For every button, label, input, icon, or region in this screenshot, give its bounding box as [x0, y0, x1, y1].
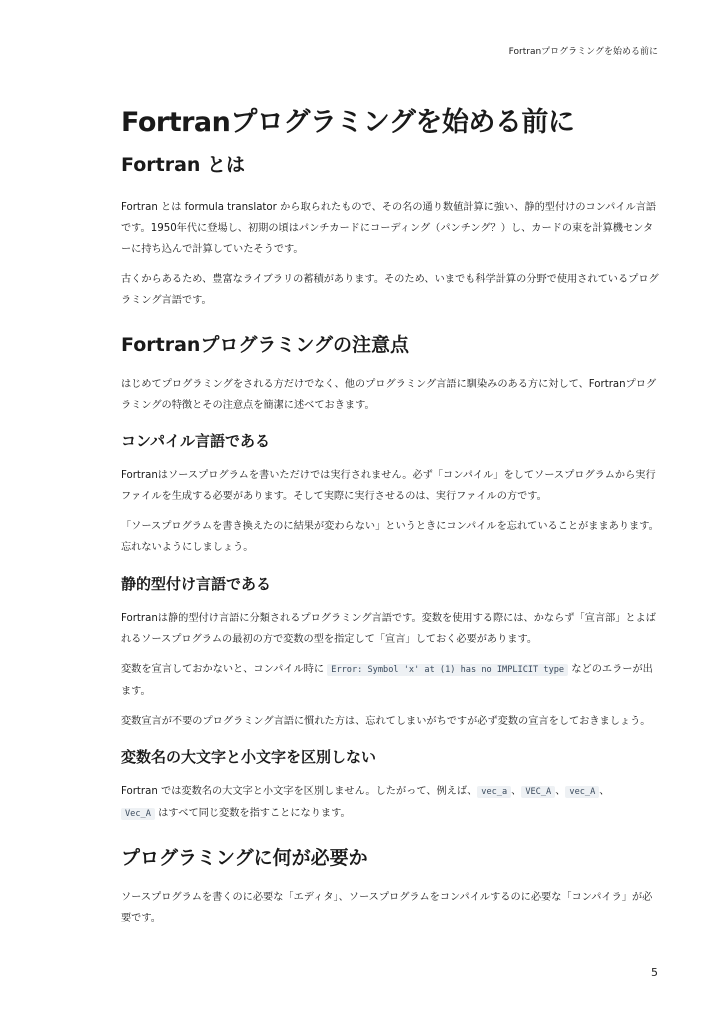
paragraph: 変数宣言が不要のプログラミング言語に慣れた方は、忘れてしまいがちですが必ず変数の宣言をしておきましょう。	[121, 716, 651, 727]
inline-code: VEC_A	[521, 786, 555, 798]
text-span: 、	[511, 786, 522, 797]
section-heading-about: Fortran とは	[121, 154, 246, 176]
text-span: などのエラーが出ます。	[121, 664, 653, 697]
paragraph: はじめてプログラミングをされる方だけでなく、他のプログラミング言語に馴染みのある方に対して、Fortranプログラミングの特徴とその注意点を簡潔に述べておきます。	[121, 379, 657, 411]
paragraph: Fortran とは formula translator から取られたもので、その名の通り数値計算に強い、静的型付けのコンパイル言語です。1950年代に登場し、初期の頃はパンチカードにコーディング（パンチング？）し、カードの束を計算機センターに持ち込んで計算していたそうです。	[121, 202, 657, 255]
inline-code: Error: Symbol 'x' at (1) has no IMPLICIT type	[327, 664, 568, 676]
page-title: Fortranプログラミングを始める前に	[121, 107, 575, 138]
text-span: 、	[599, 786, 610, 797]
document-body	[121, 100, 661, 929]
paragraph: 「ソースプログラムを書き換えたのに結果が変わらない」というときにコンパイルを忘れていることがままあります。忘れないようにしましょう。	[121, 521, 659, 553]
paragraph	[121, 659, 661, 702]
running-header: Fortranプログラミングを始める前に	[508, 47, 658, 57]
text-span: Fortran では変数名の大文字と小文字を区別しません。したがって、例えば、	[121, 786, 478, 797]
paragraph: Fortranは静的型付け言語に分類されるプログラミング言語です。変数を使用する際には、かならず「宣言部」とよばれるソースプログラムの最初の方で変数の型を指定して「宣言」しておく必要があります。	[121, 613, 656, 645]
paragraph: 古くからあるため、豊富なライブラリの蓄積があります。そのため、いまでも科学計算の分野で使用されているプログラミング言語です。	[121, 274, 659, 306]
paragraph: Fortranはソースプログラムを書いただけでは実行されません。必ず「コンパイル」をしてソースプログラムから実行ファイルを生成する必要があります。そして実際に実行させるのは、実行ファイルの方です。	[121, 470, 656, 502]
inline-code: vec_a	[477, 786, 511, 798]
paragraph: ソースプログラムを書くのに必要な「エディタ」、ソースプログラムをコンパイルするのに必要な「コンパイラ」が必要です。	[121, 892, 653, 924]
paragraph	[121, 781, 661, 825]
text-span: はすべて同じ変数を指すことになります。	[154, 808, 351, 819]
section-heading-needs: プログラミングに何が必要か	[121, 847, 368, 869]
inline-code: Vec_A	[121, 808, 155, 820]
section-heading-notes: Fortranプログラミングの注意点	[121, 334, 410, 356]
subsection-heading-case: 変数名の大文字と小文字を区別しない	[121, 748, 377, 766]
text-span: 、	[555, 786, 566, 797]
subsection-heading-compiled: コンパイル言語である	[121, 432, 270, 450]
text-span: 変数を宣言しておかないと、コンパイル時に	[121, 664, 328, 675]
page-number: 5	[651, 966, 658, 979]
inline-code: vec_A	[565, 786, 599, 798]
subsection-heading-static: 静的型付け言語である	[121, 575, 272, 593]
